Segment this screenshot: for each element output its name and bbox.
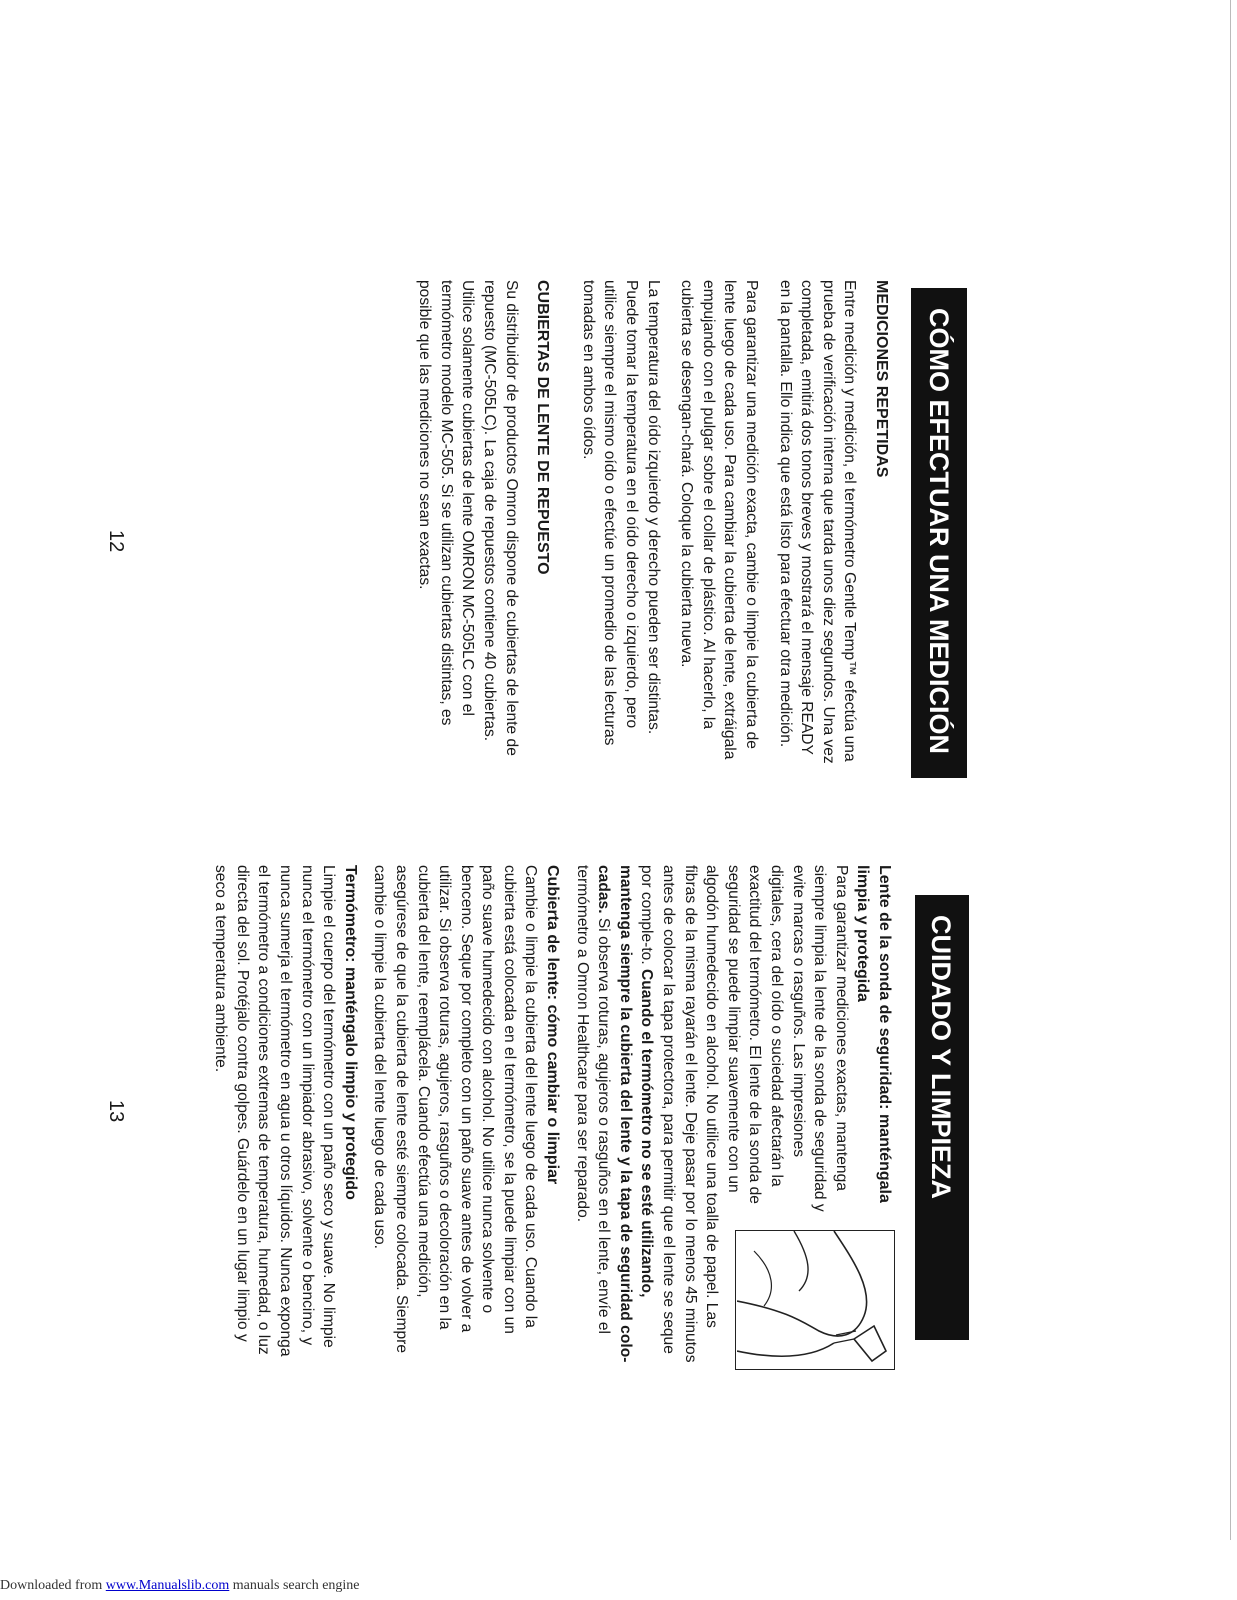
- page-title: CUIDADO Y LIMPIEZA: [915, 895, 969, 1340]
- paragraph: Su distribuidor de productos Omron dispone de cubiertas de lente de repuesto (MC-505LC). La caja de repuestos contiene 40 cubiertas. Utilice solamente cubiertas de lente OMRON MC-505LC con el termómetro modelo MC-505. Si se utilizan cubiertas distintas, es posible que las mediciones no sean exactas.: [416, 280, 520, 756]
- paragraph: Para garantizar mediciones exactas, mantenga siempre limpia la lente de la sonda de seguridad y evite marcas o rasguños. Las impresiones digitales, cera del oído o suciedad afectarán la exactitud del termómetro. El lente de la sonda de seguridad se puede limpiar suavemente con un algodón humedecido en alcohol. No utilice una toalla de papel. Las fibras de la misma rayarán el lente. Deje pasar por lo menos 45 minutos antes de colocar la tapa protectora, para permitir que el lente se seque por comple-to.: [638, 865, 850, 1363]
- section-heading: Lente de la sonda de seguridad: manténgala limpia y protegida: [854, 865, 893, 1203]
- page-number: 13: [105, 1100, 127, 1123]
- paragraph: Entre medición y medición, el termómetro Gentle Temp™ efectúa una prueba de verificación interna que tarda unos diez segundos. Una vez completada, emitirá dos tonos breves y mostrará el mensaje READY en la pantalla. Ello indica que está listo para efectuar otra medición.: [776, 280, 859, 764]
- probe-drawing-icon: [737, 1231, 894, 1368]
- thermometer-probe-illustration: [735, 1230, 895, 1370]
- lens-cover-section: [369, 865, 563, 1370]
- paragraph: Si observa roturas, agujeros o rasguños en el lente, envíe el termómetro a Omron Healthcare para ser reparado.: [573, 865, 613, 1334]
- paragraph: Cambie o limpie la cubierta del lente luego de cada uso. Cuando la cubierta está colocada en el termómetro, se la puede limpiar con un paño suave humedecido con alcohol. No utilice nunca solvente o benceno. Seque por completo con un paño suave antes de volver a utilizar. Si observa roturas, agujeros, rasguños o decoloración en la cubierta del lente, reemplácela. Cuando efectúa una medición, asegúrese de que la cubierta de lente esté siempre colocada. Siempre cambie o limpie la cubierta del lente luego de cada uso.: [371, 865, 540, 1354]
- paragraph: Limpie el cuerpo del termómetro con un paño seco y suave. No limpie nunca el termómetro con un limpiador abrasivo, solvente o bencino, y nunca sumerja el termómetro en agua u otros líquidos. Nunca exponga el termómetro a condiciones extremas de temperatura, humedad, o luz directa del sol. Protéjalo contra golpes. Guárdelo en un lugar limpio y seco a temperatura ambiente.: [212, 865, 338, 1357]
- paragraph: La temperatura del oído izquierdo y derecho pueden ser distintas. Puede tomar la temperatura en el oído derecho o izquierdo, pero utilice siempre el mismo oído o efectúe un promedio de las lecturas tomadas en ambos oídos.: [579, 280, 662, 746]
- paragraph: Para garantizar una medición exacta, cambie o limpie la cubierta de lente luego de cada uso. Para cambiar la cubierta de lente, extráigala empujando con el pulgar sobre el collar de plástico. Al hacerlo, la cubierta se desengan-chará. Coloque la cubierta nueva.: [678, 280, 761, 760]
- right-column: [210, 865, 899, 1370]
- lens-section: [571, 865, 895, 1370]
- manualslib-link[interactable]: www.Manualslib.com: [105, 1578, 230, 1593]
- left-column: [402, 280, 892, 770]
- section-heading: CUBIERTAS DE LENTE DE REPUESTO: [534, 280, 552, 575]
- paragraph-emphasis: Cuando el termómetro no se esté utilizando, mantenga siempre la cubierta del lente y la tapa de seguridad colo-cadas.: [595, 865, 656, 1363]
- download-footer: [0, 1578, 1237, 1594]
- footer-prefix: Downloaded from: [0, 1578, 106, 1593]
- page-title: CÓMO EFECTUAR UNA MEDICIÓN: [911, 288, 967, 778]
- footer-suffix: manuals search engine: [229, 1578, 360, 1593]
- page-number: 12: [105, 530, 127, 553]
- section-heading: Termómetro: manténgalo limpio y protegido: [341, 865, 359, 1200]
- page-13: [0, 800, 1237, 1600]
- section-heading: Cubierta de lente: cómo cambiar o limpiar: [544, 865, 562, 1185]
- thermometer-section: [210, 865, 361, 1370]
- section-heading: MEDICIONES REPETIDAS: [873, 280, 890, 478]
